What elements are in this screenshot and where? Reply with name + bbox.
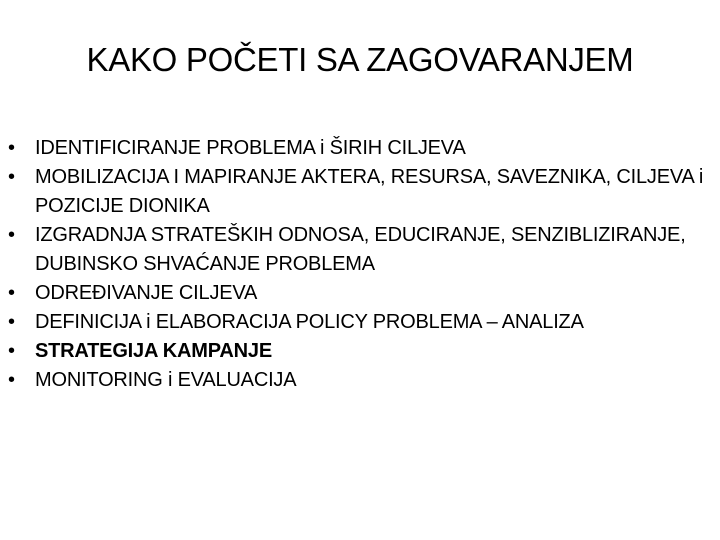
bullet-icon: • xyxy=(8,137,15,159)
list-item-text: MOBILIZACIJA I MAPIRANJE AKTERA, RESURSA, SAVEZNIKA, CILJEVA i POZICIJE DIONIKA xyxy=(35,166,704,217)
list-item-text: ODREĐIVANJE CILJEVA xyxy=(35,282,258,304)
list-item-text: DEFINICIJA i ELABORACIJA POLICY PROBLEMA – ANALIZA xyxy=(35,311,584,333)
list-item xyxy=(8,308,714,337)
bullet-icon: • xyxy=(8,311,15,333)
bullet-icon: • xyxy=(8,340,15,362)
list-item-text: MONITORING i EVALUACIJA xyxy=(35,369,297,391)
list-item-text: IDENTIFICIRANJE PROBLEMA i ŠIRIH CILJEVA xyxy=(35,137,466,159)
bullet-icon: • xyxy=(8,369,15,391)
bullet-icon: • xyxy=(8,224,15,246)
list-item xyxy=(8,279,714,308)
bullet-icon: • xyxy=(8,282,15,304)
slide-title: KAKO POČETI SA ZAGOVARANJEM xyxy=(86,41,634,78)
list-item xyxy=(8,163,714,221)
list-item xyxy=(8,221,714,279)
list-item-text: IZGRADNJA STRATEŠKIH ODNOSA, EDUCIRANJE, SENZIBLIZIRANJE, DUBINSKO SHVAĆANJE PROBLEMA xyxy=(35,224,686,275)
list-item xyxy=(8,337,714,366)
bullet-icon: • xyxy=(8,166,15,188)
bullet-list xyxy=(8,134,714,395)
list-item xyxy=(8,366,714,395)
list-item-text: STRATEGIJA KAMPANJE xyxy=(35,340,272,362)
list-item xyxy=(8,134,714,163)
